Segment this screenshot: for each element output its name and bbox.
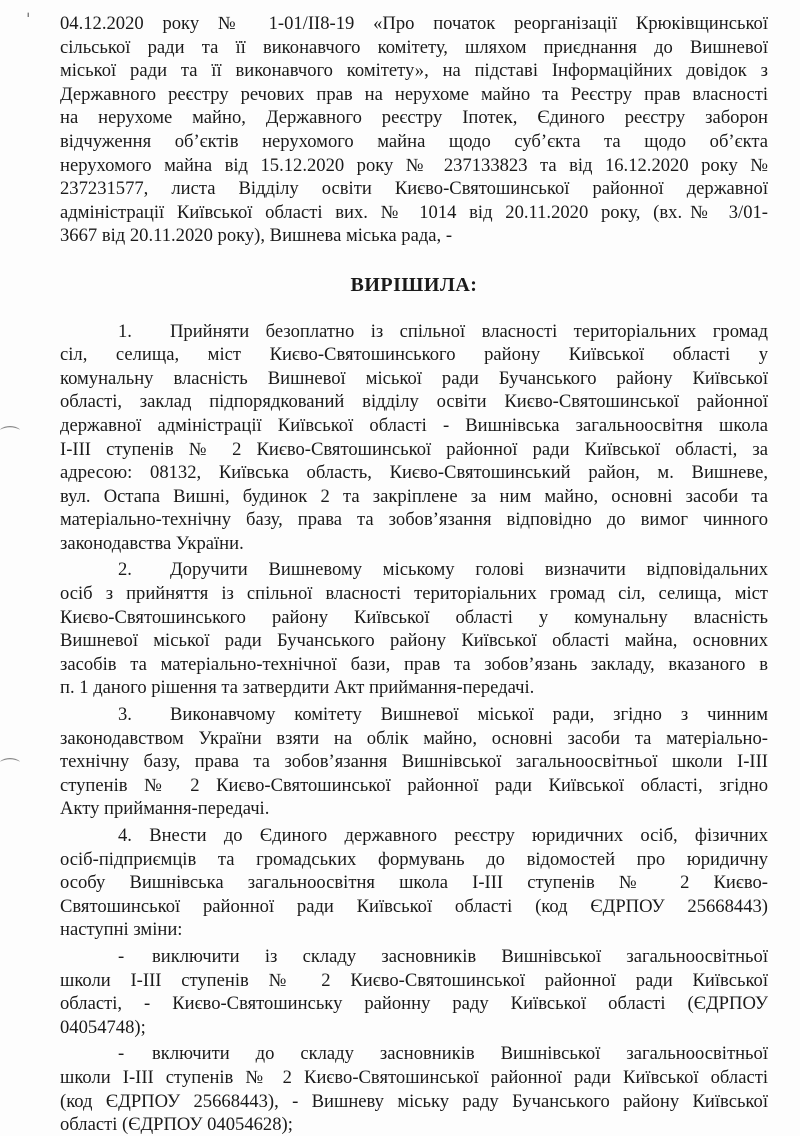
item-line: Святошинської районної ради Київської області (код ЄДРПОУ 25668443) bbox=[60, 895, 768, 917]
item-line: адресою: 08132, Київська область, Києво-Святошинський район, м. Вишневе, bbox=[60, 462, 768, 484]
item-line: п. 1 даного рішення та затвердити Акт приймання-передачі. bbox=[60, 677, 535, 699]
intro-line: відчуження об’єктів нерухомого майна щодо суб’єкта та щодо об’єкта bbox=[60, 130, 768, 152]
item-line: ступенів № 2 Києво-Святошинської районної ради Київської області, згідно bbox=[60, 774, 768, 796]
item-line: технічну базу, права та зобов’язання Вишнівської загальноосвітньої школи І-ІІІ bbox=[60, 751, 768, 773]
item-line: Вишневої міської ради Бучанського району Київської області майна, основних bbox=[60, 630, 768, 652]
item-line: державної адміністрації Київської області - Вишнівська загальноосвітня школа bbox=[60, 414, 768, 436]
subitem-line: (код ЄДРПОУ 25668443), - Вишневу міську раду Бучанського району Київської bbox=[60, 1090, 768, 1112]
item-line: наступні зміни: bbox=[60, 919, 183, 941]
item-line: осіб з прийняття із спільної власності територіальних громад сіл, селища, міст bbox=[60, 583, 768, 605]
document-body bbox=[60, 12, 768, 1137]
subitem-line: школи І-ІІІ ступенів № 2 Києво-Святошинської районної ради Київської області bbox=[60, 1066, 768, 1088]
decision-item-4 bbox=[60, 824, 768, 942]
item-text: Доручити Вишневому міському голові визначити відповідальних bbox=[170, 559, 768, 581]
intro-line: 3667 від 20.11.2020 року), Вишнева міська рада, - bbox=[60, 225, 453, 247]
item-line bbox=[60, 320, 768, 344]
item-line: законодавства України. bbox=[60, 532, 244, 554]
subitem-line: області, - Києво-Святошинську районну раду Київської області (ЄДРПОУ bbox=[60, 993, 768, 1015]
intro-line: адміністрації Київської області вих. № 1014 від 20.11.2020 року, (вх.№ 3/01- bbox=[60, 201, 768, 223]
subitem-line bbox=[60, 945, 768, 969]
intro-line: міської ради та її виконавчого комітету», на підставі Інформаційних довідок з bbox=[60, 60, 768, 82]
item-line: 4. Внести до Єдиного державного реєстру юридичних осіб, фізичних bbox=[118, 825, 768, 846]
intro-line: нерухомого майна від 15.12.2020 року № 237133823 та від 16.12.2020 року № bbox=[60, 154, 768, 176]
item-line: законодавством України взяти на облік майно, основні засоби та матеріально- bbox=[60, 727, 768, 749]
item-line: сіл, селища, міст Києво-Святошинського району Київської області у bbox=[60, 344, 768, 366]
item-text: Виконавчому комітету Вишневої міської ради, згідно з чинним bbox=[170, 704, 768, 726]
item-line: області, заклад підпорядкований відділу освіти Києво-Святошинської районної bbox=[60, 391, 768, 413]
intro-line: на нерухоме майно, Державного реєстру Іпотек, Єдиного реєстру заборон bbox=[60, 107, 768, 129]
item-line bbox=[60, 558, 768, 582]
subitem-text: виключити із складу засновників Вишнівської загальноосвітньої bbox=[152, 945, 768, 967]
subitem-line: 04054748); bbox=[60, 1016, 146, 1038]
item-line: засобів та матеріально-технічної бази, прав та зобов’язань закладу, вказаного в bbox=[60, 653, 768, 675]
item-4-subitem-exclude bbox=[60, 945, 768, 1039]
item-line: вул. Остапа Вишні, будинок 2 та закріплене за ним майно, основні засоби та bbox=[60, 485, 768, 507]
item-4-subitem-include bbox=[60, 1042, 768, 1136]
subitem-line: області (ЄДРПОУ 04054628); bbox=[60, 1114, 293, 1136]
bullet-dash: - bbox=[118, 1043, 125, 1065]
item-line: Акту приймання-передачі. bbox=[60, 798, 270, 820]
item-line: Києво-Святошинського району Київської області у комунальну власність bbox=[60, 606, 768, 628]
item-line: матеріально-технічну базу, права та зобов’язання відповідно до вимог чинного bbox=[60, 509, 768, 531]
subitem-text: включити до складу засновників Вишнівської загальноосвітньої bbox=[152, 1043, 768, 1065]
decision-heading: ВИРІШИЛА: bbox=[350, 273, 478, 296]
item-number: 2. bbox=[118, 559, 132, 581]
intro-paragraph bbox=[60, 12, 768, 248]
decision-item-1 bbox=[60, 320, 768, 556]
scan-edge-mark: ⌒ bbox=[0, 756, 20, 780]
decision-item-2 bbox=[60, 558, 768, 700]
decision-item-3 bbox=[60, 703, 768, 821]
item-line: І-ІІІ ступенів № 2 Києво-Святошинської районної ради Київської області, за bbox=[60, 438, 768, 460]
subitem-line: школи І-ІІІ ступенів № 2 Києво-Святошинської районної ради Київської bbox=[60, 969, 768, 991]
item-text: Прийняти безоплатно із спільної власності територіальних громад bbox=[170, 320, 768, 342]
intro-line: Державного реєстру речових прав на нерухоме майно та Реєстру прав власності bbox=[60, 83, 768, 105]
scan-edge-mark: ⌒ bbox=[0, 424, 20, 448]
subitem-line bbox=[60, 1042, 768, 1066]
item-number: 1. bbox=[118, 320, 132, 342]
scan-tick-mark: ˈ bbox=[26, 10, 31, 29]
bullet-dash: - bbox=[118, 945, 125, 967]
item-line: особу Вишнівська загальноосвітня школа І-ІІІ ступенів № 2 Києво- bbox=[60, 872, 768, 894]
intro-line: 237231577, листа Відділу освіти Києво-Святошинської районної державної bbox=[60, 178, 768, 200]
intro-line: 04.12.2020 року № 1-01/ІІ8-19 «Про початок реорганізації Крюківщинської bbox=[60, 13, 768, 34]
item-number: 3. bbox=[118, 704, 132, 726]
item-line: комунальну власність Вишневої міської ради Бучанського району Київської bbox=[60, 367, 768, 389]
intro-line: сільської ради та її виконавчого комітету, шляхом приєднання до Вишневої bbox=[60, 36, 768, 58]
item-line bbox=[60, 703, 768, 727]
item-line: осіб-підприємців та громадських формувань до відомостей про юридичну bbox=[60, 848, 768, 870]
